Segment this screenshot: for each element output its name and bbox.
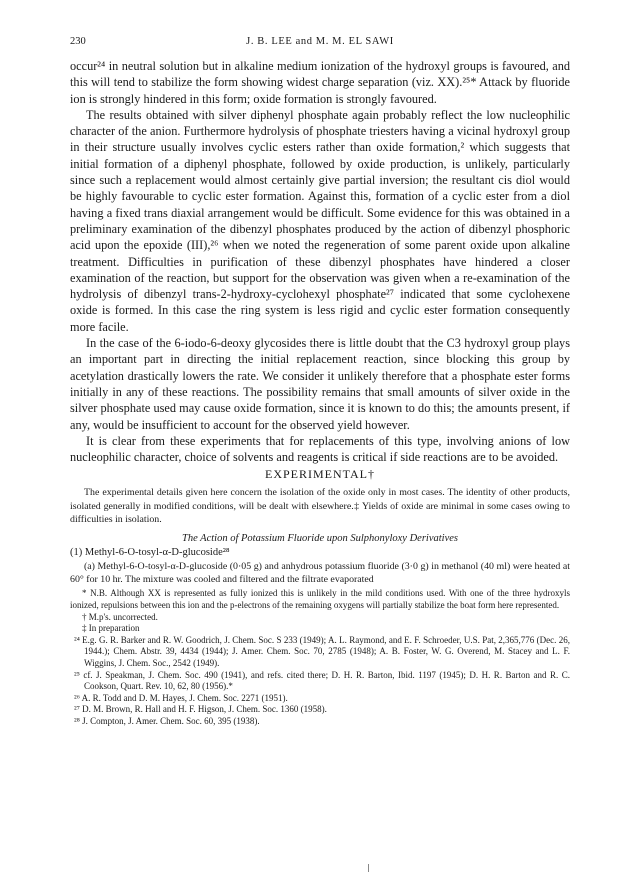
paragraph-conclusion: It is clear from these experiments that for replacements of this type, involving anions of low nucleophilic character, choice of solvents and reagents is critical if side reactions are to be avoided. <box>70 433 570 465</box>
experiment-item-text: (a) Methyl-6-O-tosyl-α-D-glucoside (0·05 g) and anhydrous potassium fluoride (3·0 g) in methanol (40 ml) were heated at 60° for 10 hr. The mixture was cooled and filtered and the filtrate evaporated <box>70 560 570 586</box>
footnote-double-dagger: ‡ In preparation <box>82 623 140 634</box>
running-head: J. B. LEE and M. M. EL SAWI <box>246 36 394 47</box>
journal-page <box>70 36 570 728</box>
paragraph-glycosides: In the case of the 6-iodo-6-deoxy glycosides there is little doubt that the C3 hydroxyl group plays an important part in directing the initial replacement reaction, since blocking this group by acetylation drastically lowers the rate. We consider it unlikely therefore that a phosphate ester forms initially in any of these reactions. The possibility remains that small amounts of silver oxide in the silver phosphate used may cause oxide formation, since it is known to do this; the amounts present, if any, would be insufficient to account for the observed yield however. <box>70 336 570 432</box>
page-number: 230 <box>70 36 86 47</box>
reference-27: ²⁷ D. M. Brown, R. Hall and H. F. Higson, J. Chem. Soc. 1360 (1958). <box>74 704 327 715</box>
scan-mark <box>368 864 369 872</box>
footnote-asterisk: * N.B. Although XX is represented as fully ionized this is unlikely in the mild conditions used. With one of the three hydroxyls ionized, repulsions between this ion and the p-electrons of the remaining oxygens will partially stabilize the boat form here represented. <box>70 588 570 611</box>
body-text <box>70 58 570 465</box>
experimental-subheading: The Action of Potassium Fluoride upon Sulphonyloxy Derivatives <box>182 532 458 544</box>
experiment-item-title: (1) Methyl-6-O-tosyl-α-D-glucoside²⁸ <box>70 546 230 558</box>
footnote-dagger: † M.p's. uncorrected. <box>82 611 158 622</box>
page-header <box>70 36 570 47</box>
experimental-intro: The experimental details given here concern the isolation of the oxide only in most cases. The identity of other products, isolated generally in modified conditions, will be dealt with elsewhere.‡ Yields of oxide are minimal in some cases owing to difficulties in isolation. <box>70 487 570 526</box>
footnotes <box>70 588 570 727</box>
experimental-section <box>70 486 570 586</box>
reference-24: ²⁴ E.g. G. R. Barker and R. W. Goodrich, J. Chem. Soc. S 233 (1949); A. L. Raymond, and E. F. Schroeder, U.S. Pat, 2,365,776 (Dec. 26, 1944.); Chem. Abstr. 39, 4434 (1944); J. Amer. Chem. Soc. 70, 2785 (1948); A. B. Foster, W. G. Overend, M. Stacey and L. F. Wiggins, J. Chem. Soc., 2542 (1949). <box>74 634 570 669</box>
paragraph-continued: occur²⁴ in neutral solution but in alkaline medium ionization of the hydroxyl groups is favoured, and this will tend to stabilize the form showing widest charge separation (viz. XX).²⁵* Attack by fluoride ion is strongly hindered in this form; oxide formation is strongly favoured. <box>70 59 570 106</box>
experimental-heading: EXPERIMENTAL† <box>264 467 376 482</box>
paragraph-phosphate: The results obtained with silver diphenyl phosphate again probably reflect the low nucleophilic character of the anion. Furthermore hydrolysis of phosphate triesters having a vicinal hydroxyl group in their structure usually involves cyclic esters rather than oxide formation,² which suggests that initial formation of a diphenyl phosphate, followed by oxide production, is unlikely, particularly since such a replacement would almost certainly give partial inversion; the resultant cis diol would be highly favourable to cyclic ester formation. Against this, formation of a cyclic ester from a diol having a fixed trans diaxial arrangement would be difficult. Some evidence for this was obtained in a preliminary examination of the dibenzyl phosphates produced by the action of dibenzyl phosphoric acid upon the epoxide (III),²⁶ when we noted the regeneration of some parent oxide upon alkaline treatment. Difficulties in purification of these dibenzyl phosphates have hindered a closer examination of the reaction, but support for the observation was given when a re-examination of the hydrolysis of dibenzyl trans-2-hydroxy-cyclohexyl phosphate²⁷ indicated that some cyclohexene oxide is formed. In this case the ring system is less rigid and cyclic ester formation consequently more facile. <box>70 107 570 334</box>
reference-25: ²⁵ cf. J. Speakman, J. Chem. Soc. 490 (1941), and refs. cited there; D. H. R. Barton, Ibid. 1197 (1945); D. H. R. Barton and R. C. Cookson, Quart. Rev. 10, 62, 80 (1956).* <box>74 669 570 692</box>
reference-26: ²⁶ A. R. Todd and D. M. Hayes, J. Chem. Soc. 2271 (1951). <box>74 692 288 703</box>
reference-28: ²⁸ J. Compton, J. Amer. Chem. Soc. 60, 395 (1938). <box>74 715 260 726</box>
